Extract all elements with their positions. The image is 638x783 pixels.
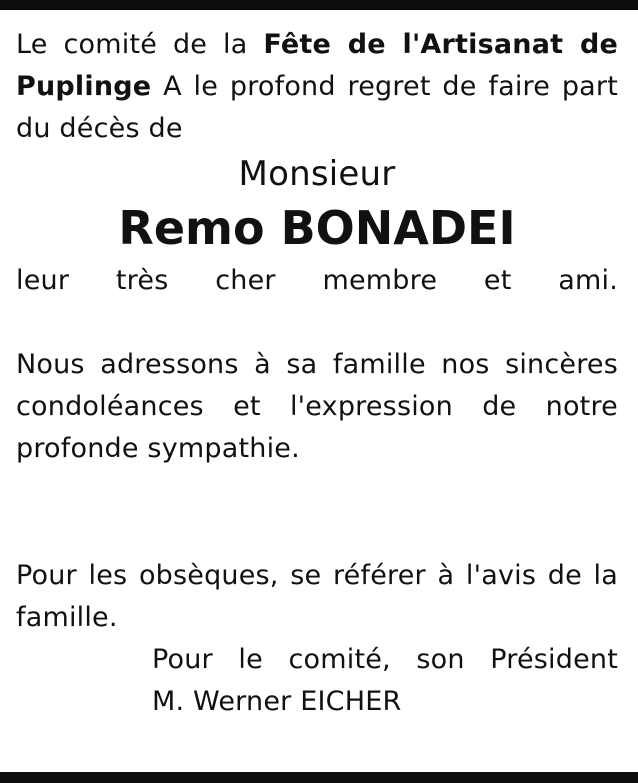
bottom-border-rule xyxy=(0,772,638,783)
honorific: Monsieur xyxy=(238,154,396,194)
funeral-paragraph: Pour les obsèques, se référer à l'avis de la famille. xyxy=(16,560,618,633)
signature-name: M. Werner EICHER xyxy=(152,686,402,717)
intro-paragraph xyxy=(16,24,618,150)
signature-block xyxy=(152,639,618,723)
organization-name: Fête de l'Artisanat de Puplinge xyxy=(16,29,618,102)
condolences-paragraph: Nous adressons à sa famille nos sincères condoléances et l'expression de notre profonde sympathie. xyxy=(16,349,618,464)
intro-prefix: Le comité de la xyxy=(16,29,264,60)
top-border-rule xyxy=(0,0,638,10)
deceased-name: Remo BONADEI xyxy=(118,201,516,255)
relation-line: leur très cher membre et ami. xyxy=(16,265,618,296)
signature-title: Pour le comité, son Président xyxy=(152,644,618,675)
intro-suffix: A le profond regret de faire part du décès de xyxy=(16,71,618,144)
obituary-notice xyxy=(16,24,618,723)
